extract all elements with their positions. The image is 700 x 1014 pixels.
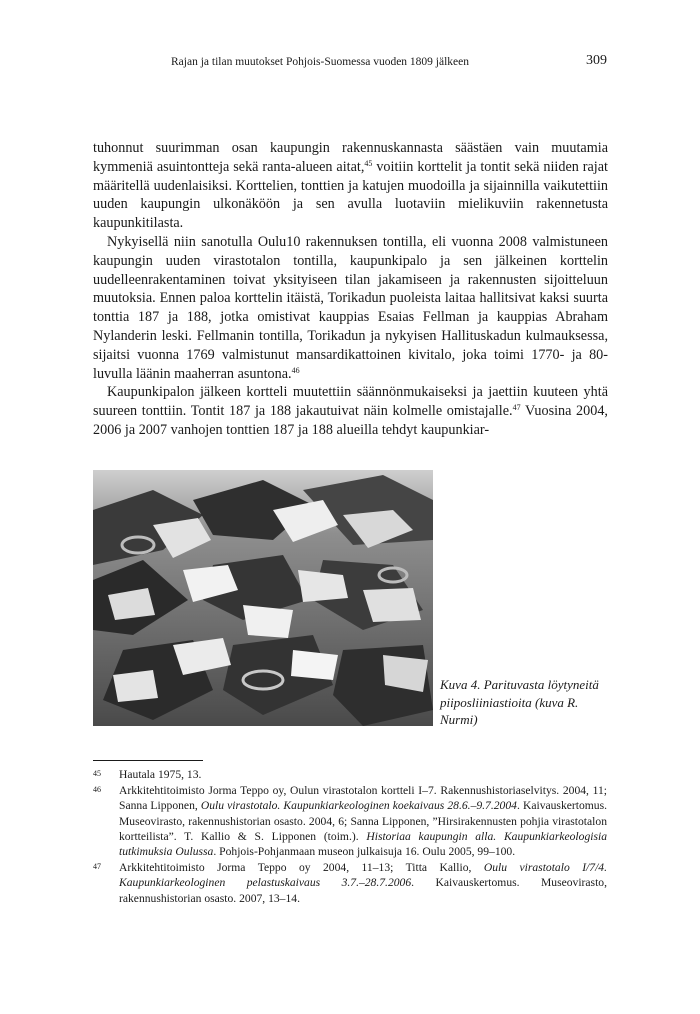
footnote-text: . Kaivauskertomus. Museovirasto, rakennushistorian osasto. 2007, 13–14.	[119, 876, 607, 905]
paragraph-3	[93, 383, 608, 439]
footnote-number: 46	[93, 785, 101, 795]
footnote-text: Arkkitehtitoimisto Jorma Teppo oy 2004, 11–13; Titta Kallio,	[119, 861, 484, 875]
figure-caption: Kuva 4. Parituvasta löytyneitä piiposliiniastioita (kuva R. Nurmi)	[440, 677, 599, 727]
footnote-45	[93, 767, 607, 782]
footnote-title: Oulu virastotalo. Kaupunkiarkeologinen koekaivaus 28.6.–9.7.2004	[200, 799, 517, 813]
paragraph-1-text-a: tuhonnut suurimman osan kaupungin rakennuskannasta säästäen vain muutamia kymmeniä asuintontteja sekä ranta-alueen aitat,	[93, 140, 608, 175]
footnote-ref-46[interactable]: 46	[291, 365, 300, 375]
footnote-number: 45	[93, 769, 101, 778]
footnote-title: Oulu virastotalo I/7/4. Kaupunkiarkeologinen pelastuskaivaus 3.7.–28.7.2006	[119, 861, 607, 890]
footnote-number: 47	[93, 862, 101, 872]
footnote-divider	[93, 760, 203, 761]
running-title: Rajan ja tilan muutokset Pohjois-Suomessa vuoden 1809 jälkeen	[171, 56, 470, 68]
paragraph-1	[93, 139, 608, 233]
footnote-text: . Pohjois-Pohjanmaan museon julkaisuja 16. Oulu 2005, 99–100.	[213, 845, 516, 859]
footnote-47	[93, 860, 607, 906]
paragraph-2-text: Nykyisellä niin sanotulla Oulu10 rakennuksen tontilla, eli vuonna 2008 valmistuneen kaupungin uuden virastotalon tontilla, kaupunkipalo ja sen jälkeinen korttelin uudelleenrakentaminen toivat yksityiseen tilan jakamiseen ja rakennusten sijoitteluun muutoksia. Ennen paloa korttelin itäistä, Torikadun puoleista laitaa hallitsivat kaksi suurta tonttia 187 ja 188, jotka omistivat kauppias Esaias Fellman ja kauppias Abraham Nylanderin leski. Fellmanin tontilla, Torikadun ja nykyisen Hallituskadun kulmauksessa, sijaitsi vuonna 1769 valmistunut mansardikattoinen kivitalo, joka toimi 1770- ja 80-luvulla läänin maaherran asuntona.	[93, 233, 608, 382]
paragraph-3-text-b: Vuosina 2004, 2006 ja 2007 vanhojen tonttien 187 ja 188 alueilla tehdyt kaupunkiar-	[93, 403, 608, 438]
footnote-ref-47[interactable]: 47	[512, 403, 521, 413]
footnote-title: Historiaa kaupungin alla. Kaupunkiarkeologisia tutkimuksia Oulussa	[119, 829, 607, 859]
paragraph-1-text-b: voitiin korttelit ja tontit sekä niiden rajat määritellä uudenlaisiksi. Korttelien, tonttien ja katujen muodoilla ja sijainnilla vaikutettiin uuden kaupungin ulkonäköön ja sen avulla luotaviin mielikuviin rakennetusta kaupunkitilasta.	[93, 158, 608, 232]
footnotes	[93, 767, 607, 907]
page-number: 309	[586, 53, 607, 68]
paragraph-3-text-a: Kaupunkipalon jälkeen kortteli muutettiin säännönmukaiseksi ja jaettiin kuuteen yhtä suureen tonttiin. Tontit 187 ja 188 jakautuivat näin kolmelle omistajalle.	[93, 384, 608, 420]
footnote-text: Arkkitehtitoimisto Jorma Teppo oy, Oulun virastotalon kortteli I–7. Rakennushistoriaselvitys. 2004, 11; Sanna Lipponen,	[119, 784, 607, 813]
footnote-text: Hautala 1975, 13.	[119, 768, 202, 781]
body-text	[93, 139, 608, 440]
footnote-46	[93, 783, 607, 859]
paragraph-2	[93, 233, 608, 383]
footnote-ref-45[interactable]: 45	[364, 158, 373, 168]
footnote-text: . Kaivauskertomus. Museovirasto, rakennushistorian osasto. 2004, 6; Sanna Lipponen, ”Hirsirakennusten pohjia virastotalon kortteilista”. T. Kallio & S. Lipponen (toim.).	[119, 799, 607, 843]
figure-photo-porcelain-shards	[93, 470, 433, 726]
